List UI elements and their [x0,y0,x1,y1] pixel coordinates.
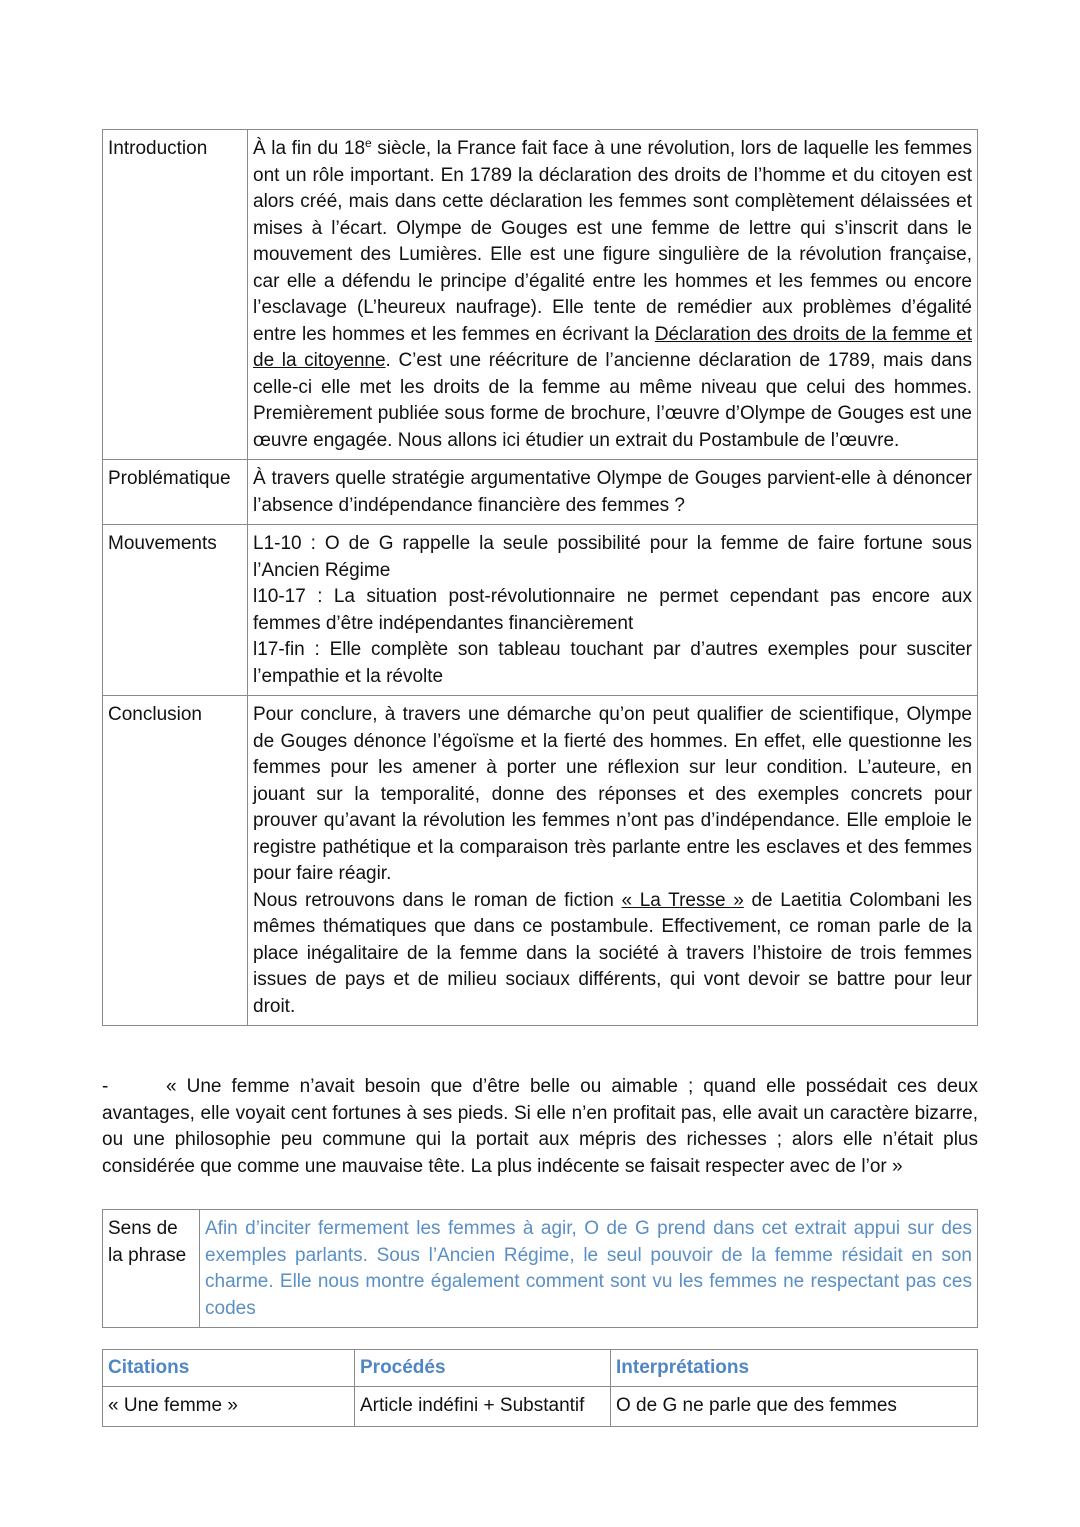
citation-cell: « Une femme » [103,1387,355,1427]
table-row [103,1387,978,1427]
problematique-row [103,460,978,525]
introduction-row [103,130,978,460]
conclusion-label: Conclusion [103,696,248,1026]
sens-row [103,1210,978,1328]
sens-table [102,1209,978,1328]
conclusion-paragraph: Pour conclure, à travers une démarche qu’on peut qualifier de scientifique, Olympe de Gouges dénonce l’égoïsme et la fierté des hommes. En effet, elle questionne les femmes pour les amener à porter une réflexion sur leur condition. L’auteure, en jouant sur la temporalité, donne des réponses et des exemples concrets pour prouver qu’avant la révolution les femmes n’ont pas d’indépendance. Elle emploie le registre pathétique et la comparaison très parlante entre les esclaves et des femmes pour faire réagir. [253,704,972,884]
header-interpretations: Interprétations [611,1350,978,1387]
conclusion-text [248,696,978,1026]
mouvement-item: l17-fin : Elle complète son tableau touchant par d’autres exemples pour susciter l’empathie et la révolte [253,639,972,687]
conclusion-row [103,696,978,1026]
citations-table [102,1349,978,1427]
sens-text: Afin d’inciter fermement les femmes à agir, O de G prend dans cet extrait appui sur des exemples parlants. Sous l’Ancien Régime, le seul pouvoir de la femme résidait en son charme. Elle nous montre également comment sont vu les femmes ne respectant pas ces codes [200,1210,978,1328]
citations-header-row [103,1350,978,1387]
mouvements-label: Mouvements [103,525,248,696]
bullet-dash: - [102,1076,109,1097]
problematique-text: À travers quelle stratégie argumentative Olympe de Gouges parvient-elle à dénoncer l’absence d’indépendance financière des femmes ? [248,460,978,525]
mouvements-row [103,525,978,696]
novel-title: « La Tresse » [621,889,744,911]
mouvements-list [248,525,978,696]
declaration-title: Déclaration des droits de la femme et de la citoyenne [253,323,972,371]
mouvement-item: l10-17 : La situation post-révolutionnaire ne permet cependant pas encore aux femmes d’être indépendantes financièrement [253,586,972,634]
problematique-label: Problématique [103,460,248,525]
conclusion-paragraph: Nous retrouvons dans le roman de fiction « La Tresse » de Laetitia Colombani les mêmes thématiques que dans ce postambule. Effectivement, ce roman parle de la place inégalitaire de la femme dans la société à travers l’histoire de trois femmes issues de pays et de milieu sociaux différents, qui vont devoir se battre pour leur droit. [253,889,972,1017]
sens-label: Sens de la phrase [103,1210,200,1328]
introduction-label: Introduction [103,130,248,460]
outline-table [102,129,978,1026]
quote-text: « Une femme n’avait besoin que d’être belle ou aimable ; quand elle possédait ces deux avantages, elle voyait cent fortunes à ses pieds. Si elle n’en profitait pas, elle avait un caractère bizarre, ou une philosophie peu commune qui la portait aux mépris des richesses ; alors elle n’était plus considérée que comme une mauvaise tête. La plus indécente se faisait respecter avec de l’or » [102,1076,978,1177]
introduction-text: À la fin du 18e siècle, la France fait face à une révolution, lors de laquelle les femmes ont un rôle important. En 1789 la déclaration des droits de l’homme et du citoyen est alors créé, mais dans cette déclaration les femmes sont complètement délaissées et mises à l’écart. Olympe de Gouges est une femme de lettre qui s’inscrit dans le mouvement des Lumières. Elle est une figure singulière de la révolution française, car elle a défendu le principe d’égalité entre les hommes et les femmes ou encore l’esclavage (L’heureux naufrage). Elle tente de remédier aux problèmes d’égalité entre les hommes et les femmes en écrivant la Déclaration des droits de la femme et de la citoyenne. C’est une réécriture de l’ancienne déclaration de 1789, mais dans celle-ci elle met les droits de la femme au même niveau que celui des hommes. Premièrement publiée sous forme de brochure, l’œuvre d’Olympe de Gouges est une œuvre engagée. Nous allons ici étudier un extrait du Postambule de l’œuvre. [248,130,978,460]
mouvement-item: L1-10 : O de G rappelle la seule possibilité pour la femme de faire fortune sous l’Ancien Régime [253,533,972,581]
procede-cell: Article indéfini + Substantif [355,1387,611,1427]
header-procedes: Procédés [355,1350,611,1387]
quote-block [102,1074,978,1180]
interpretation-cell: O de G ne parle que des femmes [611,1387,978,1427]
header-citations: Citations [103,1350,355,1387]
